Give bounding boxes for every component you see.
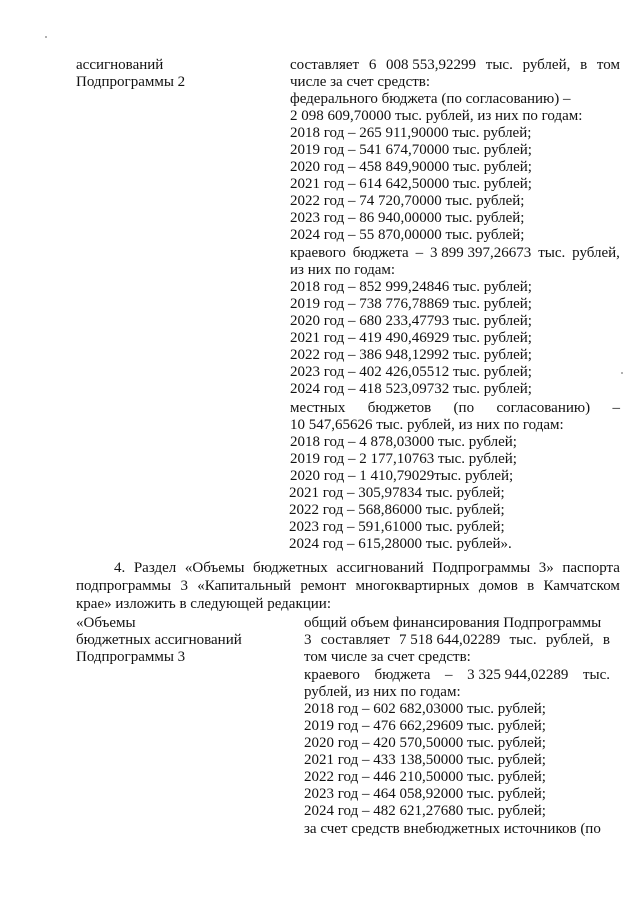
word: тыс. [509, 632, 537, 648]
word: тыс. [582, 667, 610, 683]
word: – [415, 245, 424, 261]
scan-dot [45, 36, 47, 38]
word: 3 325 944,02289 [467, 667, 569, 683]
year-line: 2021 год – 614 642,50000 тыс. рублей; [290, 176, 532, 192]
word: составляет [290, 57, 360, 73]
year-line: 2023 год – 402 426,05512 тыс. рублей; [290, 364, 532, 380]
word: местных [290, 400, 346, 416]
year-line: 2023 год – 464 058,92000 тыс. рублей; [304, 786, 546, 802]
paragraph-line [76, 577, 620, 595]
word: рублей, [572, 245, 620, 261]
year-line: 2019 год – 541 674,70000 тыс. рублей; [290, 142, 532, 158]
word: ремонт [300, 578, 347, 594]
word: 3 [180, 578, 188, 594]
total-line: том числе за счет средств: [304, 649, 471, 665]
word: Раздел [133, 560, 177, 576]
word: (по [453, 400, 475, 416]
year-line: 2020 год – 680 233,47793 тыс. рублей; [290, 313, 532, 329]
word: бюджетов [367, 400, 432, 416]
year-line: 2019 год – 738 776,78869 тыс. рублей; [290, 296, 532, 312]
scan-dot [621, 372, 623, 374]
regional-budget-sub: рублей, из них по годам: [304, 684, 461, 700]
federal-budget-amount: 2 098 609,70000 тыс. рублей, из них по годам: [290, 108, 583, 124]
year-line: 2023 год – 86 940,00000 тыс. рублей; [290, 210, 525, 226]
word: Подпрограммы [432, 560, 531, 576]
paragraph-line: крае» изложить в следующей редакции: [76, 596, 331, 612]
word: в [602, 632, 610, 648]
paragraph-line [114, 559, 620, 577]
year-line: 2020 год – 458 849,90000 тыс. рублей; [290, 159, 532, 175]
year-line: 2022 год – 568,86000 тыс. рублей; [289, 502, 505, 518]
word: рублей, [522, 57, 571, 73]
word: рублей, [545, 632, 594, 648]
word: согласованию) [496, 400, 591, 416]
year-line: 2018 год – 4 878,03000 тыс. рублей; [290, 434, 517, 450]
label-line: «Объемы [76, 615, 136, 631]
federal-budget-title: федерального бюджета (по согласованию) – [290, 91, 571, 107]
word: тыс. [485, 57, 513, 73]
local-budget-amount: 10 547,65626 тыс. рублей, из них по годам: [290, 417, 564, 433]
year-line: 2021 год – 419 490,46929 тыс. рублей; [290, 330, 532, 346]
word: многоквартирных [355, 578, 470, 594]
word: – [445, 667, 453, 683]
word: 008 553,92299 [386, 57, 477, 73]
word: 3 [304, 632, 312, 648]
word: 4. [114, 560, 126, 576]
word: ассигнований [336, 560, 424, 576]
word: домов [478, 578, 518, 594]
year-line: 2022 год – 386 948,12992 тыс. рублей; [290, 347, 532, 363]
year-line: 2018 год – 852 999,24846 тыс. рублей; [290, 279, 532, 295]
year-line: 2019 год – 2 177,10763 тыс. рублей; [290, 451, 517, 467]
year-line: 2021 год – 305,97834 тыс. рублей; [289, 485, 505, 501]
year-line: 2022 год – 74 720,70000 тыс. рублей; [290, 193, 525, 209]
regional-budget-sub: из них по годам: [290, 262, 396, 278]
word: подпрограммы [76, 578, 172, 594]
regional-budget-title [290, 244, 620, 262]
regional-budget-title [304, 666, 610, 684]
local-budget-title [290, 399, 620, 417]
word: – [612, 400, 620, 416]
word: составляет [320, 632, 390, 648]
year-line: 2021 год – 433 138,50000 тыс. рублей; [304, 752, 546, 768]
offbudget-title: за счет средств внебюджетных источников (по [304, 821, 601, 837]
word: 6 [368, 57, 377, 73]
word: в [527, 578, 535, 594]
year-line: 2020 год – 1 410,79029тыс. рублей; [290, 468, 514, 484]
year-line: 2024 год – 482 621,27680 тыс. рублей; [304, 803, 546, 819]
total-line [304, 631, 610, 649]
word: краевого [290, 245, 346, 261]
word: «Капитальный [197, 578, 292, 594]
word: краевого [304, 667, 360, 683]
word: бюджетных [253, 560, 328, 576]
word: Камчатском [543, 578, 620, 594]
year-line: 2019 год – 476 662,29609 тыс. рублей; [304, 718, 546, 734]
word: в [580, 57, 588, 73]
total-line [290, 56, 620, 74]
word: 3» [538, 560, 554, 576]
total-line: общий объем финансирования Подпрограммы [304, 615, 602, 631]
total-line: числе за счет средств: [290, 74, 431, 90]
year-line: 2022 год – 446 210,50000 тыс. рублей; [304, 769, 546, 785]
word: 7 518 644,02289 [399, 632, 501, 648]
word: бюджета [374, 667, 431, 683]
word: 3 899 397,26673 [430, 245, 532, 261]
label-line: Подпрограммы 3 [76, 649, 186, 665]
label-line: Подпрограммы 2 [76, 74, 186, 90]
year-line: 2024 год – 55 870,00000 тыс. рублей; [290, 227, 525, 243]
word: паспорта [562, 560, 620, 576]
year-line: 2023 год – 591,61000 тыс. рублей; [289, 519, 505, 535]
word: «Объемы [184, 560, 245, 576]
year-line: 2024 год – 418 523,09732 тыс. рублей; [290, 381, 532, 397]
label-line: бюджетных ассигнований [76, 632, 242, 648]
word: тыс. [538, 245, 566, 261]
word: том [596, 57, 620, 73]
year-line: 2018 год – 265 911,90000 тыс. рублей; [290, 125, 532, 141]
word: бюджета [352, 245, 409, 261]
label-line: ассигнований [76, 57, 164, 73]
year-line: 2018 год – 602 682,03000 тыс. рублей; [304, 701, 546, 717]
year-line: 2020 год – 420 570,50000 тыс. рублей; [304, 735, 546, 751]
year-line: 2024 год – 615,28000 тыс. рублей». [289, 536, 512, 552]
